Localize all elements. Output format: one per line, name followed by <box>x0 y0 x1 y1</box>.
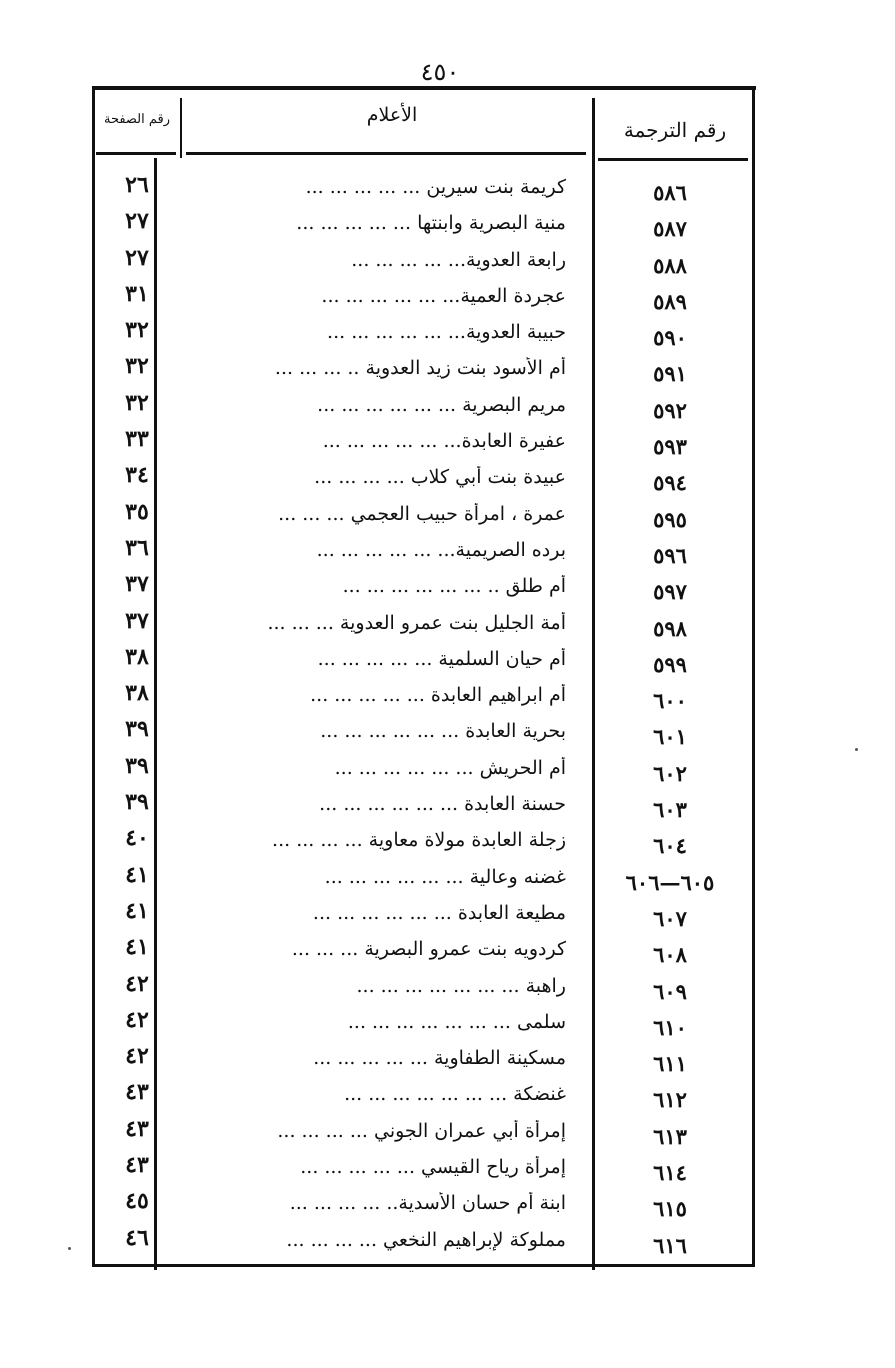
table-row <box>92 1007 756 1043</box>
table-row <box>92 172 756 208</box>
entry-biography-number: ٦٠٠ <box>653 688 687 714</box>
table-row <box>92 753 756 789</box>
table-row <box>92 825 756 861</box>
entry-page-number: ٤١ <box>125 934 149 961</box>
table-row <box>92 1043 756 1079</box>
entry-biography-number: ٦٠٤ <box>653 833 687 859</box>
entry-biography-number: ٥٨٧ <box>653 216 687 242</box>
entry-biography-number: ٦١٥ <box>653 1196 687 1222</box>
bottom-rule <box>92 1264 755 1267</box>
entry-name: رابعة العدوية... ... ... ... ... <box>351 248 566 271</box>
entry-page-number: ٤٣ <box>125 1115 149 1142</box>
entry-name: بحرية العابدة ... ... ... ... ... ... <box>320 720 566 743</box>
table-row <box>92 317 756 353</box>
entry-biography-number: ٥٩٧ <box>653 579 687 605</box>
entry-name: راهبة ... ... ... ... ... ... ... <box>356 974 566 997</box>
entry-biography-number: ٥٩٢ <box>653 397 687 423</box>
entry-biography-number: ٥٩٥ <box>653 506 687 532</box>
entry-page-number: ٣٧ <box>125 571 149 598</box>
table-row <box>92 680 756 716</box>
entry-biography-number: ٦٠٢ <box>653 760 687 786</box>
entry-name: كردويه بنت عمرو البصرية ... ... ... <box>291 938 566 961</box>
entry-name: مطيعة العابدة ... ... ... ... ... ... <box>312 901 566 924</box>
entry-page-number: ٣٩ <box>125 716 149 743</box>
entry-biography-number: ٦١٤ <box>653 1160 687 1186</box>
entry-page-number: ٣٢ <box>125 389 149 416</box>
table-row <box>92 898 756 934</box>
entry-name: حسنة العابدة ... ... ... ... ... ... <box>319 793 566 816</box>
entry-page-number: ٣٩ <box>125 752 149 779</box>
entry-page-number: ٤٦ <box>125 1224 149 1251</box>
table-row <box>92 644 756 680</box>
table-row <box>92 1225 756 1261</box>
entry-page-number: ٣٣ <box>125 426 149 453</box>
entry-biography-number: ٦٠٣ <box>653 797 687 823</box>
table-row <box>92 716 756 752</box>
header-rule-names <box>186 152 586 155</box>
entry-name: غضنه وعالية ... ... ... ... ... ... <box>324 865 566 888</box>
table-row <box>92 499 756 535</box>
entry-page-number: ٤٠ <box>125 825 149 852</box>
table-row <box>92 571 756 607</box>
table-row <box>92 862 756 898</box>
entry-page-number: ٤٢ <box>125 1006 149 1033</box>
entry-name: إمرأة أبي عمران الجوني ... ... ... ... <box>277 1119 566 1142</box>
entry-name: أم حيان السلمية ... ... ... ... ... <box>317 647 566 670</box>
table-row <box>92 462 756 498</box>
entry-name: أم الحريش ... ... ... ... ... ... <box>334 756 566 779</box>
entry-name: أم الأسود بنت زيد العدوية .. ... ... ... <box>274 357 566 380</box>
entry-biography-number: ٥٩٦ <box>653 542 687 568</box>
entry-name: عبيدة بنت أبي كلاب ... ... ... ... <box>314 466 566 489</box>
entry-name: سلمى ... ... ... ... ... ... ... <box>347 1010 566 1033</box>
entry-biography-number: ٥٨٨ <box>653 252 687 278</box>
entry-biography-number: ٥٩٩ <box>653 651 687 677</box>
table-row <box>92 608 756 644</box>
entry-biography-number: ٦١١ <box>653 1051 687 1077</box>
entry-page-number: ٤٢ <box>125 970 149 997</box>
entry-name: عمرة ، امرأة حبيب العجمي ... ... ... <box>278 502 566 525</box>
table-row <box>92 971 756 1007</box>
entry-page-number: ٤٢ <box>125 1043 149 1070</box>
entry-biography-number: ٦١٦ <box>653 1232 687 1258</box>
entry-name: عفيرة العابدة... ... ... ... ... ... <box>322 430 566 453</box>
page-number: ٤٥٠ <box>420 58 460 86</box>
index-table <box>92 86 756 1270</box>
entry-page-number: ٣١ <box>125 280 149 307</box>
header-rule-page <box>96 152 176 155</box>
entry-biography-number: ٥٩٨ <box>653 615 687 641</box>
entry-biography-number: ٦٠١ <box>653 724 687 750</box>
entry-name: مريم البصرية ... ... ... ... ... ... <box>317 393 566 416</box>
entry-name: أم طلق .. ... ... ... ... ... ... <box>342 575 566 598</box>
table-row <box>92 535 756 571</box>
entry-page-number: ٣٨ <box>125 643 149 670</box>
entry-page-number: ٣٧ <box>125 607 149 634</box>
column-divider-page <box>180 98 182 158</box>
entry-biography-number: ٦١٠ <box>653 1014 687 1040</box>
entry-biography-number: ٦٠٩ <box>653 978 687 1004</box>
entry-page-number: ٢٦ <box>125 172 149 198</box>
entry-name: غنضكة ... ... ... ... ... ... ... <box>344 1083 566 1106</box>
entry-page-number: ٣٢ <box>125 317 149 344</box>
header-rule-number <box>598 158 748 161</box>
entry-biography-number: ٥٩٤ <box>653 470 687 496</box>
column-header-page: رقم الصفحة <box>103 112 171 127</box>
column-header-names: الأعلام <box>366 104 418 126</box>
column-header-number: رقم الترجمة <box>623 118 727 142</box>
entry-page-number: ٣٥ <box>125 498 149 525</box>
entry-name: أمة الجليل بنت عمرو العدوية ... ... ... <box>267 611 566 634</box>
entry-name: مملوكة لإبراهيم النخعي ... ... ... ... <box>286 1228 566 1251</box>
table-row <box>92 353 756 389</box>
table-row <box>92 1116 756 1152</box>
entry-biography-number: ٦١٢ <box>653 1087 687 1113</box>
table-row <box>92 281 756 317</box>
table-row <box>92 1152 756 1188</box>
entry-page-number: ٣٩ <box>125 789 149 816</box>
entry-name: منية البصرية وابنتها ... ... ... ... ... <box>296 212 566 235</box>
entry-name: إمرأة رياح القيسي ... ... ... ... ... <box>300 1156 566 1179</box>
entry-page-number: ٢٧ <box>125 208 149 235</box>
table-row <box>92 245 756 281</box>
entry-biography-number: ٥٩٠ <box>653 325 687 351</box>
table-row <box>92 789 756 825</box>
table-row <box>92 1188 756 1224</box>
entry-page-number: ٤١ <box>125 861 149 888</box>
entry-page-number: ٤١ <box>125 897 149 924</box>
entry-biography-number: ٥٩١ <box>653 361 687 387</box>
entry-biography-number: ٦١٣ <box>653 1123 687 1149</box>
entry-page-number: ٣٨ <box>125 680 149 707</box>
entry-biography-number: ٦٠٥—٦٠٦ <box>625 869 715 895</box>
entry-biography-number: ٦٠٧ <box>653 905 687 931</box>
entry-name: مسكينة الطفاوية ... ... ... ... ... <box>313 1047 566 1070</box>
table-row <box>92 390 756 426</box>
entry-name: أم ابراهيم العابدة ... ... ... ... ... <box>310 684 566 707</box>
entry-page-number: ٣٢ <box>125 353 149 380</box>
entry-name: كريمة بنت سيرين ... ... ... ... ... <box>305 176 566 198</box>
entry-list <box>92 172 756 1261</box>
entry-name: زجلة العابدة مولاة معاوية ... ... ... ... <box>272 829 566 852</box>
entry-name: ابنة أم حسان الأسدية.. ... ... ... ... <box>289 1192 566 1215</box>
page-speck <box>855 748 858 751</box>
table-row <box>92 208 756 244</box>
entry-page-number: ٣٦ <box>125 534 149 561</box>
entry-biography-number: ٥٨٦ <box>653 180 687 205</box>
entry-name: عجردة العمية... ... ... ... ... ... <box>321 284 566 307</box>
entry-biography-number: ٥٩٣ <box>653 434 687 460</box>
table-row <box>92 934 756 970</box>
entry-page-number: ٤٥ <box>125 1188 149 1215</box>
entry-name: حبيبة العدوية... ... ... ... ... ... <box>327 321 566 344</box>
entry-name: برده الصريمية... ... ... ... ... ... <box>316 538 566 561</box>
page-speck <box>68 1247 71 1250</box>
table-row <box>92 426 756 462</box>
entry-biography-number: ٦٠٨ <box>653 942 687 968</box>
entry-page-number: ٣٤ <box>125 462 149 489</box>
entry-page-number: ٤٣ <box>125 1079 149 1106</box>
entry-page-number: ٢٧ <box>125 244 149 271</box>
entry-biography-number: ٥٨٩ <box>653 288 687 314</box>
entry-page-number: ٤٣ <box>125 1152 149 1179</box>
table-row <box>92 1079 756 1115</box>
